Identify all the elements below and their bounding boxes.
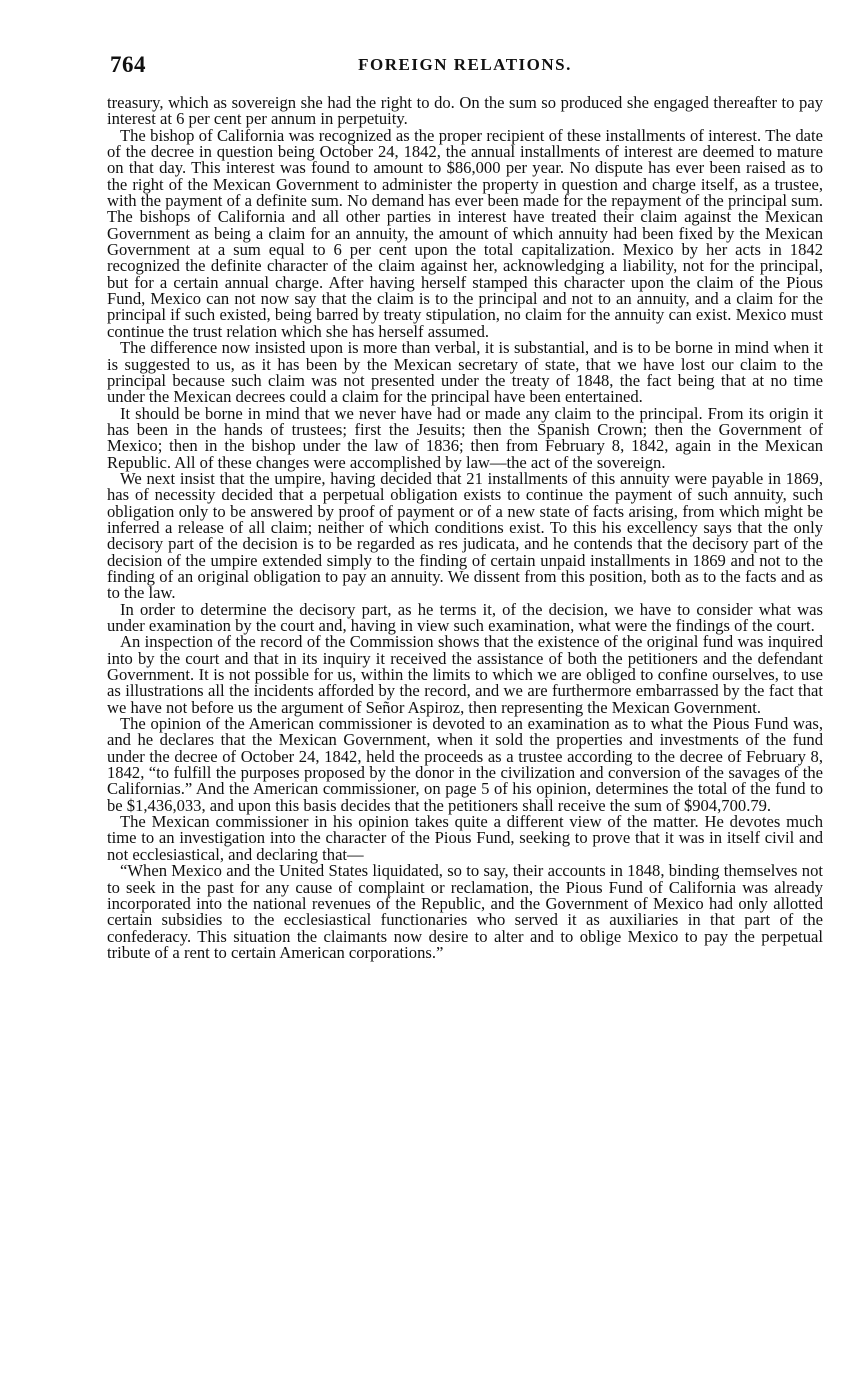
paragraph-bishop-of-california: The bishop of California was recognized as the proper recipient of these installments of interest. The date of the decree in question being October 24, 1842, the annual installments of interest are deemed to mature on that day. This interest was found to amount to $86,000 per year. No dispute has ever been raised as to the right of the Mexican Government to administer the property in question and charge itself, as a trustee, with the payment of a definite sum. No demand has ever been made for the repayment of the principal sum. The bishops of California and all other parties in interest have treated their claim against the Mexican Government as being a claim for an annuity, the amount of which annuity had been fixed by the Mexican Government at a sum equal to 6 per cent upon the total capitalization. Mexico by her acts in 1842 recognized the definite character of the claim against her, acknowledging a liability, not for the principal, but for a certain annual charge. After having herself stamped this character upon the claim of the Pious Fund, Mexico can not now say that the claim is to the principal and not to an annuity, and a claim for the principal if such existed, being barred by treaty stipulation, no claim for the annuity can exist. Mexico must continue the trust relation which she has herself assumed.: [107, 125, 823, 341]
paragraph-mexican-commissioner: The Mexican commissioner in his opinion takes quite a different view of the matter. He devotes much time to an investigation into the character of the Pious Fund, seeking to prove that it was in itself civil and not ecclesiastical, and declaring that—: [107, 812, 823, 864]
paragraph-quotation: “When Mexico and the United States liquidated, so to say, their accounts in 1848, binding themselves not to seek in the past for any cause of complaint or reclamation, the Pious Fund of California was already incorporated into the national revenues of the Republic, and the Government of Mexico had only allotted certain subsidies to the ecclesiastical functionaries who served it as auxiliaries in that part of the confederacy. This situation the claimants now desire to alter and to oblige Mexico to pay the perpetual tribute of a rent to certain American corporations.”: [107, 861, 823, 962]
paragraph-principal-claim: It should be borne in mind that we never have had or made any claim to the principal. From its origin it has been in the hands of trustees; first the Jesuits; then the Spanish Crown; then the Government of Mexico; then in the bishop under the law of 1836; then from February 8, 1842, again in the Mexican Republic. All of these changes were accomplished by law—the act of the sovereign.: [107, 403, 823, 472]
page-number: 764: [110, 52, 146, 77]
body-text: [107, 95, 823, 961]
paragraph-decisory-part: In order to determine the decisory part, as he terms it, of the decision, we have to consider what was under examination by the court and, having in view such examination, what were the findings of the court.: [107, 599, 823, 635]
paragraph-continued: treasury, which as sovereign she had the right to do. On the sum so produced she engaged thereafter to pay interest at 6 per cent per annum in perpetuity.: [107, 93, 823, 129]
paragraph-commission-record: An inspection of the record of the Commission shows that the existence of the original fund was inquired into by the court and that in its inquiry it received the assistance of both the petitioners and the defendant Government. It is not possible for us, within the limits to which we are obliged to confine ourselves, to use as illustrations all the incidents afforded by the record, and we are furthermore embarrassed by the fact that we have not before us the argument of Señor Aspiroz, then representing the Mexican Government.: [107, 632, 823, 717]
running-head: [110, 52, 820, 80]
paragraph-difference-insisted: The difference now insisted upon is more than verbal, it is substantial, and is to be borne in mind when it is suggested to us, as it has been by the Mexican secretary of state, that we have lost our claim to the principal because such claim was not presented under the treaty of 1848, the fact being that at no time under the Mexican decrees could a claim for the principal have been entertained.: [107, 338, 823, 407]
section-title: FOREIGN RELATIONS.: [358, 55, 572, 74]
paragraph-american-commissioner: The opinion of the American commissioner is devoted to an examination as to what the Pious Fund was, and he declares that the Mexican Government, when it sold the properties and investments of the fund under the decree of October 24, 1842, held the proceeds as a trustee according to the decree of February 8, 1842, “to fulfill the purposes proposed by the donor in the civilization and conversion of the savages of the Californias.” And the American commissioner, on page 5 of his opinion, determines the total of the fund to be $1,436,033, and upon this basis decides that the petitioners shall receive the sum of $904,700.79.: [107, 714, 823, 815]
paragraph-umpire-decision: We next insist that the umpire, having decided that 21 installments of this annuity were payable in 1869, has of necessity decided that a perpetual obligation exists to continue the payment of such annuity, such obligation only to be answered by proof of payment or of a new state of facts arising, from which might be inferred a release of all claim; neither of which conditions exist. To this his excellency says that the only decisory part of the decision is to be regarded as res judicata, and he contends that the decisory part of the decision of the umpire extended simply to the finding of certain unpaid installments in 1869 and not to the finding of an original obligation to pay an annuity. We dissent from this position, both as to the facts and as to the law.: [107, 468, 823, 603]
